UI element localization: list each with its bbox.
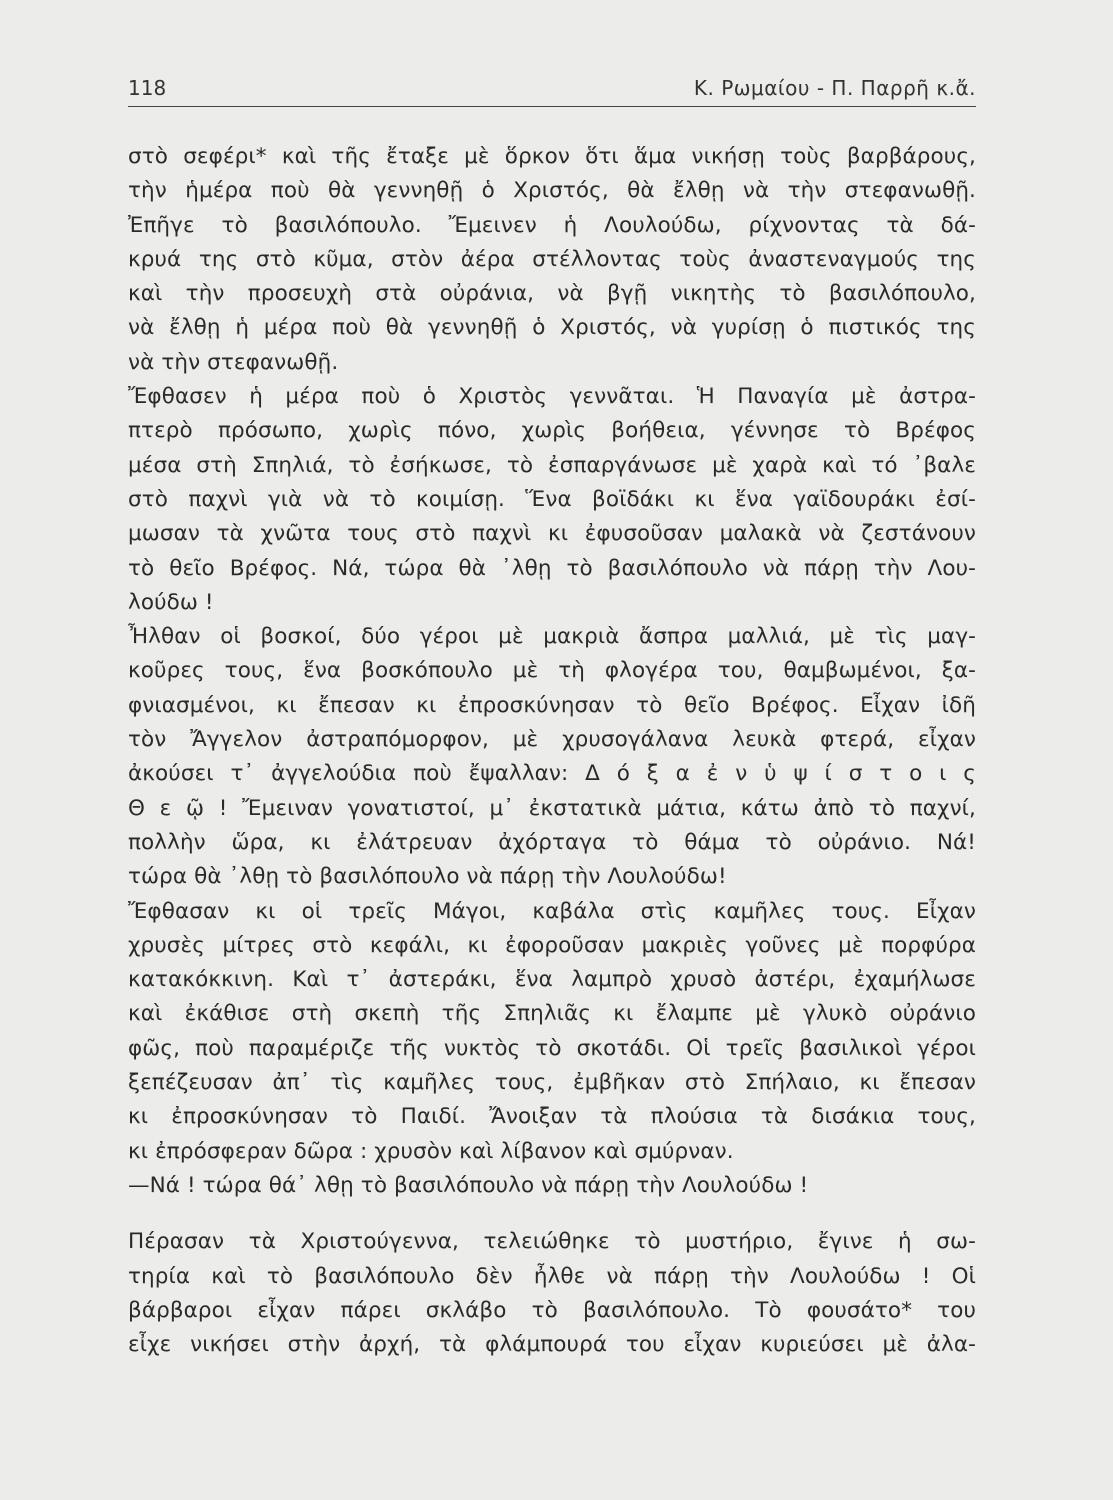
text-line: Ἐπῆγε τὸ βασιλόπουλο. Ἔμεινεν ἡ Λουλούδω, ρίχνοντας τὰ δά- — [128, 212, 976, 238]
text-line: Ἔφθασεν ἡ μέρα ποὺ ὁ Χριστὸς γεννᾶται. Ἡ Παναγία μὲ ἀστρα- — [128, 384, 976, 410]
text-line: χρυσὲς μίτρες στὸ κεφάλι, κι ἐφοροῦσαν μακριὲς γοῦνες μὲ πορφύρα — [128, 932, 976, 958]
paragraph — [128, 1225, 976, 1362]
text-line: τώρα θὰ ᾿λθῃ τὸ βασιλόπουλο νὰ πάρῃ τὴν Λουλούδω! — [128, 864, 727, 890]
text-line: νὰ τὴν στεφανωθῇ. — [128, 349, 339, 375]
text-line: βάρβαροι εἶχαν πάρει σκλάβο τὸ βασιλόπουλο. Τὸ φουσάτο* του — [128, 1297, 976, 1323]
text-line: πολλὴν ὥρα, κι ἐλάτρευαν ἀχόρταγα τὸ θάμα τὸ οὐράνιο. Νά! — [128, 829, 976, 855]
text-line: ξεπέζευσαν ἀπ᾿ τὶς καμῆλες τους, ἐμβῆκαν στὸ Σπήλαιο, κι ἔπεσαν — [128, 1070, 976, 1096]
text-line: στὸ σεφέρι* καὶ τῆς ἔταξε μὲ ὅρκον ὅτι ἅμα νικήσῃ τοὺς βαρβάρους, — [128, 144, 976, 169]
text-line: κοῦρες τους, ἕνα βοσκόπουλο μὲ τὴ φλογέρα του, θαμβωμένοι, ξα- — [128, 658, 976, 684]
text-line: εἶχε νικήσει στὴν ἀρχή, τὰ φλάμπουρά του εἶχαν κυριεύσει μὲ ἀλα- — [128, 1332, 976, 1358]
text-line: τηρία καὶ τὸ βασιλόπουλο δὲν ἦλθε νὰ πάρῃ τὴν Λουλούδω ! Οἱ — [128, 1263, 976, 1289]
paragraph-gap — [128, 1203, 976, 1225]
text-line: Θ ε ῷ ! Ἔμειναν γονατιστοί, μ᾿ ἐκστατικὰ μάτια, κάτω ἀπὸ τὸ παχνί, — [128, 795, 976, 821]
page-header — [128, 74, 976, 106]
text-line: μέσα στὴ Σπηλιά, τὸ ἐσήκωσε, τὸ ἐσπαργάνωσε μὲ χαρὰ καὶ τό ᾿βαλε — [128, 452, 976, 478]
paragraph — [128, 895, 976, 1204]
text-line: καὶ ἐκάθισε στὴ σκεπὴ τῆς Σπηλιᾶς κι ἔλαμπε μὲ γλυκὸ οὐράνιο — [128, 1001, 976, 1027]
text-line: Πέρασαν τὰ Χριστούγεννα, τελειώθηκε τὸ μυστήριο, ἔγινε ἡ σω- — [128, 1229, 976, 1255]
text-line: τὴν ἡμέρα ποὺ θὰ γεννηθῇ ὁ Χριστός, θὰ ἔλθῃ νὰ τὴν στεφανωθῇ. — [128, 178, 976, 204]
paragraph — [128, 140, 976, 380]
text-line: κι ἐπρόσφεραν δῶρα : χρυσὸν καὶ λίβανον καὶ σμύρναν. — [128, 1138, 734, 1164]
text-line: καὶ τὴν προσευχὴ στὰ οὐράνια, νὰ βγῇ νικητὴς τὸ βασιλόπουλο, — [128, 281, 976, 307]
paragraph — [128, 620, 976, 894]
text-line: τὸ θεῖο Βρέφος. Νά, τώρα θὰ ᾿λθῃ τὸ βασιλόπουλο νὰ πάρῃ τὴν Λου- — [128, 555, 976, 581]
text-line: —Νά ! τώρα θά᾿ λθῃ τὸ βασιλόπουλο νὰ πάρῃ τὴν Λουλούδω ! — [128, 1172, 809, 1198]
page-number: 118 — [128, 76, 167, 100]
text-line: λούδω ! — [128, 589, 214, 615]
text-line: νὰ ἔλθῃ ἡ μέρα ποὺ θὰ γεννηθῇ ὁ Χριστός, νὰ γυρίσῃ ὁ πιστικός της — [128, 315, 976, 341]
text-line: κι ἐπροσκύνησαν τὸ Παιδί. Ἄνοιξαν τὰ πλούσια τὰ δισάκια τους, — [128, 1104, 976, 1130]
text-line: στὸ παχνὶ γιὰ νὰ τὸ κοιμίσῃ. Ἕνα βοϊδάκι κι ἕνα γαϊδουράκι ἐσί- — [128, 486, 976, 512]
text-line: Ἔφθασαν κι οἱ τρεῖς Μάγοι, καβάλα στὶς καμῆλες τους. Εἶχαν — [128, 898, 976, 924]
running-head: Κ. Ρωμαίου - Π. Παρρῆ κ.ἄ. — [693, 76, 976, 100]
text-line: μωσαν τὰ χνῶτα τους στὸ παχνὶ κι ἐφυσοῦσαν μαλακὰ νὰ ζεστάνουν — [128, 521, 976, 547]
text-line: κατακόκκινη. Καὶ τ᾿ ἀστεράκι, ἕνα λαμπρὸ χρυσὸ ἀστέρι, ἐχαμήλωσε — [128, 967, 976, 993]
text-line: ἀκούσει τ᾿ ἀγγελούδια ποὺ ἔψαλλαν: Δ ό ξ α ἐ ν ὑ ψ ί σ τ ο ι ς — [128, 761, 976, 787]
text-line: φνιασμένοι, κι ἔπεσαν κι ἐπροσκύνησαν τὸ θεῖο Βρέφος. Εἶχαν ἰδῆ — [128, 692, 976, 718]
paragraph — [128, 380, 976, 620]
text-line: πτερὸ πρόσωπο, χωρὶς πόνο, χωρὶς βοήθεια, γέννησε τὸ Βρέφος — [128, 418, 976, 444]
text-line: Ἦλθαν οἱ βοσκοί, δύο γέροι μὲ μακριὰ ἄσπρα μαλλιά, μὲ τὶς μαγ- — [128, 624, 976, 650]
body-text — [128, 140, 976, 1362]
header-rule — [128, 106, 976, 107]
text-line: τὸν Ἄγγελον ἀστραπόμορφον, μὲ χρυσογάλανα λευκὰ φτερά, εἶχαν — [128, 727, 976, 753]
text-line: κρυά της στὸ κῦμα, στὸν ἀέρα στέλλοντας τοὺς ἀναστεναγμούς της — [128, 246, 976, 272]
text-line: φῶς, ποὺ παραμέριζε τῆς νυκτὸς τὸ σκοτάδι. Οἱ τρεῖς βασιλικοὶ γέροι — [128, 1035, 976, 1061]
